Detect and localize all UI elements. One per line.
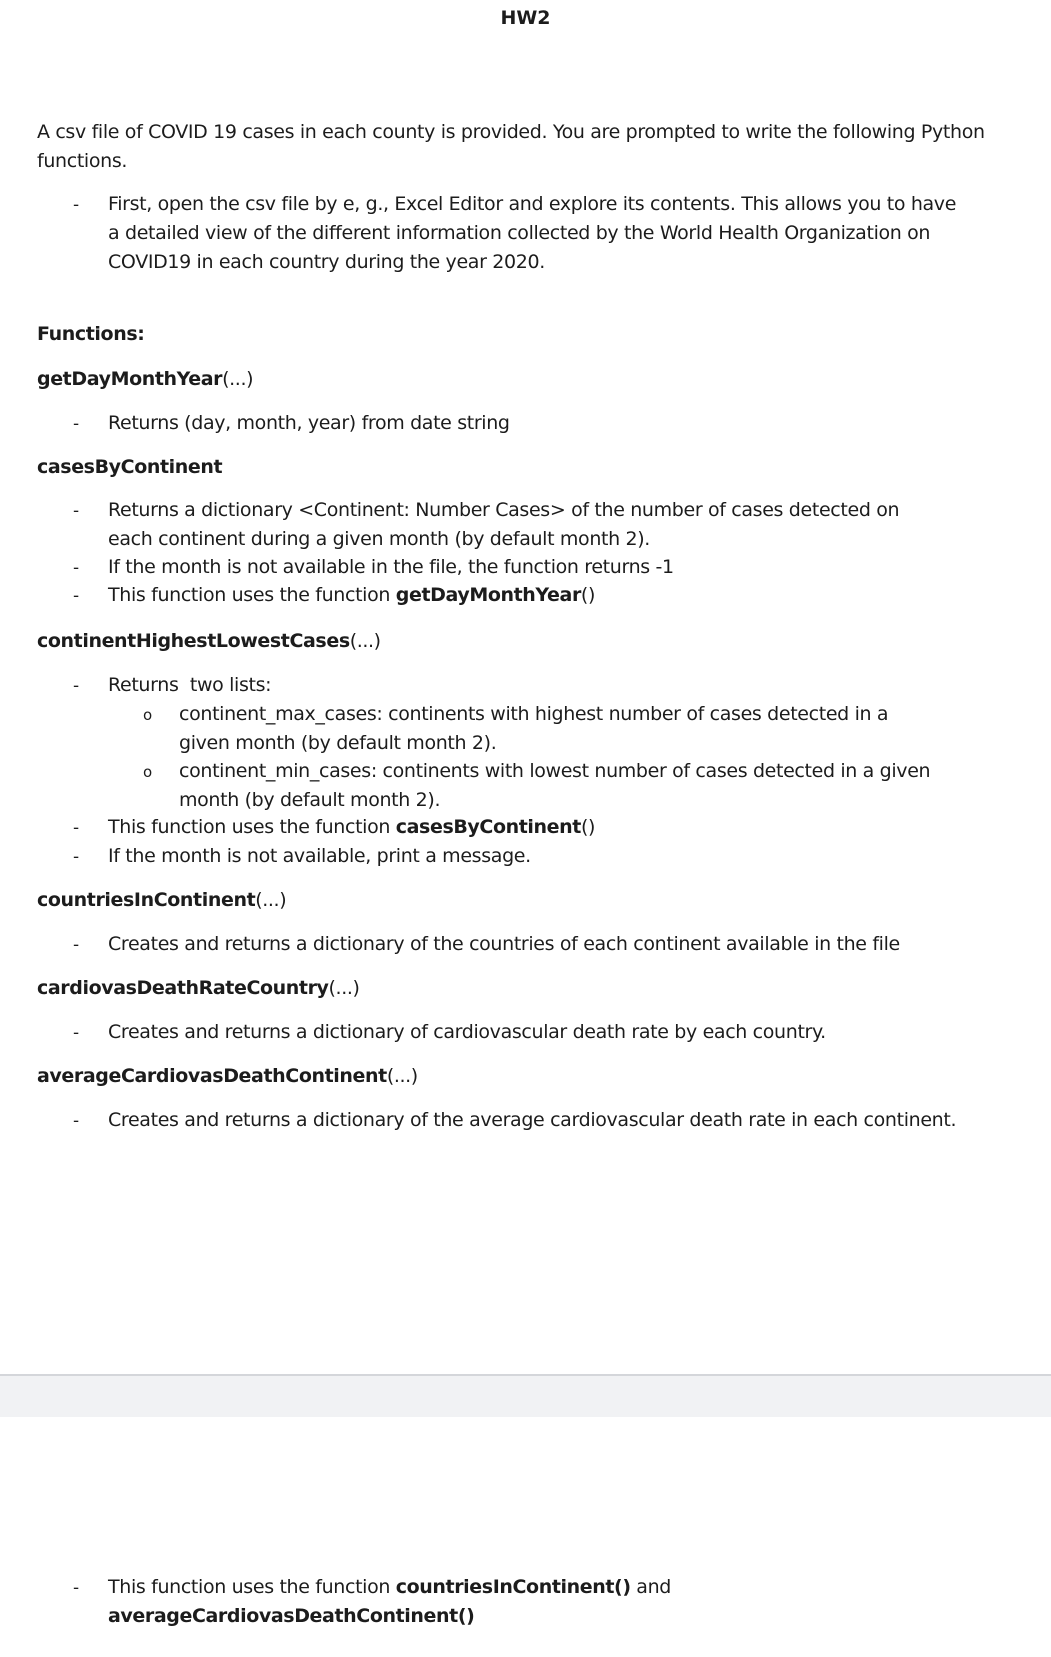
continent-max-cases-item: continent_max_cases: continents with highest number of cases detected in a given month (by default month 2). <box>179 703 889 754</box>
function-heading-countries-in-continent <box>37 887 286 913</box>
uses-function-name: casesByContinent <box>395 816 581 838</box>
bullet-dash: - <box>73 1111 80 1131</box>
continent-highest-lowest-not-available: If the month is not available, print a message. <box>108 845 531 867</box>
function-name: getDayMonthYear <box>37 368 223 390</box>
function-name: cardiovasDeathRateCountry <box>37 977 329 999</box>
bullet-dash: - <box>73 501 80 521</box>
uses-prefix: This function uses the function <box>108 1576 396 1598</box>
uses-function-name: countriesInContinent() <box>395 1576 631 1598</box>
function-heading-continent-highest-lowest-cases <box>37 628 381 654</box>
bullet-dash: - <box>73 414 80 434</box>
bullet-dash: - <box>73 935 80 955</box>
bullet-dash: - <box>73 586 80 606</box>
page-divider <box>0 1374 1051 1417</box>
function-args: (...) <box>255 889 287 911</box>
function-name: countriesInContinent <box>37 889 256 911</box>
cases-by-continent-month-unavailable: If the month is not available in the file, the function returns -1 <box>108 556 674 578</box>
uses-suffix: () <box>580 584 596 606</box>
bullet-dash: - <box>73 676 80 696</box>
bullet-dash: - <box>73 1023 80 1043</box>
document-title: HW2 <box>500 7 551 29</box>
function-heading-cardiovas-death-rate-country <box>37 975 360 1001</box>
bullet-dash: - <box>73 558 80 578</box>
get-day-month-year-returns: Returns (day, month, year) from date string <box>108 412 510 434</box>
average-cardiovas-uses <box>108 1573 1008 1630</box>
countries-in-continent-returns: Creates and returns a dictionary of the countries of each continent available in the file <box>108 933 900 955</box>
bullet-circle: o <box>143 763 153 781</box>
function-heading-average-cardiovas-death-continent <box>37 1063 418 1089</box>
uses-suffix: () <box>580 816 596 838</box>
function-args: (...) <box>386 1065 418 1087</box>
function-heading-cases-by-continent: casesByContinent <box>37 456 223 478</box>
function-args: (...) <box>328 977 360 999</box>
functions-heading: Functions: <box>37 323 145 345</box>
function-heading-get-day-month-year <box>37 366 253 392</box>
bullet-dash: - <box>73 818 80 838</box>
uses-joiner: and <box>630 1576 671 1598</box>
average-cardiovas-death-continent-returns: Creates and returns a dictionary of the average cardiovascular death rate in each continent. <box>108 1109 957 1131</box>
cardiovas-death-rate-country-returns: Creates and returns a dictionary of cardiovascular death rate by each country. <box>108 1021 826 1043</box>
uses-function-name: averageCardiovasDeathContinent() <box>108 1604 475 1627</box>
cases-by-continent-returns: Returns a dictionary <Continent: Number Cases> of the number of cases detected on each continent during a given month (by default month 2). <box>108 499 900 550</box>
continent-highest-lowest-returns-label: Returns two lists: <box>108 674 272 696</box>
uses-prefix: This function uses the function <box>108 584 396 606</box>
cases-by-continent-uses <box>108 581 988 610</box>
intro-paragraph: A csv file of COVID 19 cases in each county is provided. You are prompted to write the following Python functions. <box>37 121 985 172</box>
continent-highest-lowest-uses <box>108 813 988 842</box>
uses-prefix: This function uses the function <box>108 816 396 838</box>
continent-min-cases-item: continent_min_cases: continents with lowest number of cases detected in a given month (by default month 2). <box>179 760 931 811</box>
function-name: continentHighestLowestCases <box>37 630 350 652</box>
bullet-dash: - <box>73 847 80 867</box>
function-name: averageCardiovasDeathContinent <box>37 1065 387 1087</box>
bullet-dash: - <box>73 195 80 215</box>
function-args: (...) <box>222 368 254 390</box>
bullet-circle: o <box>143 706 153 724</box>
explore-note: First, open the csv file by e, g., Excel Editor and explore its contents. This allows you to have a detailed view of the different information collected by the World Health Organization on COVID19 in each country during the year 2020. <box>108 193 957 273</box>
function-args: (...) <box>349 630 381 652</box>
bullet-dash: - <box>73 1578 80 1598</box>
uses-function-name: getDayMonthYear <box>395 584 581 606</box>
